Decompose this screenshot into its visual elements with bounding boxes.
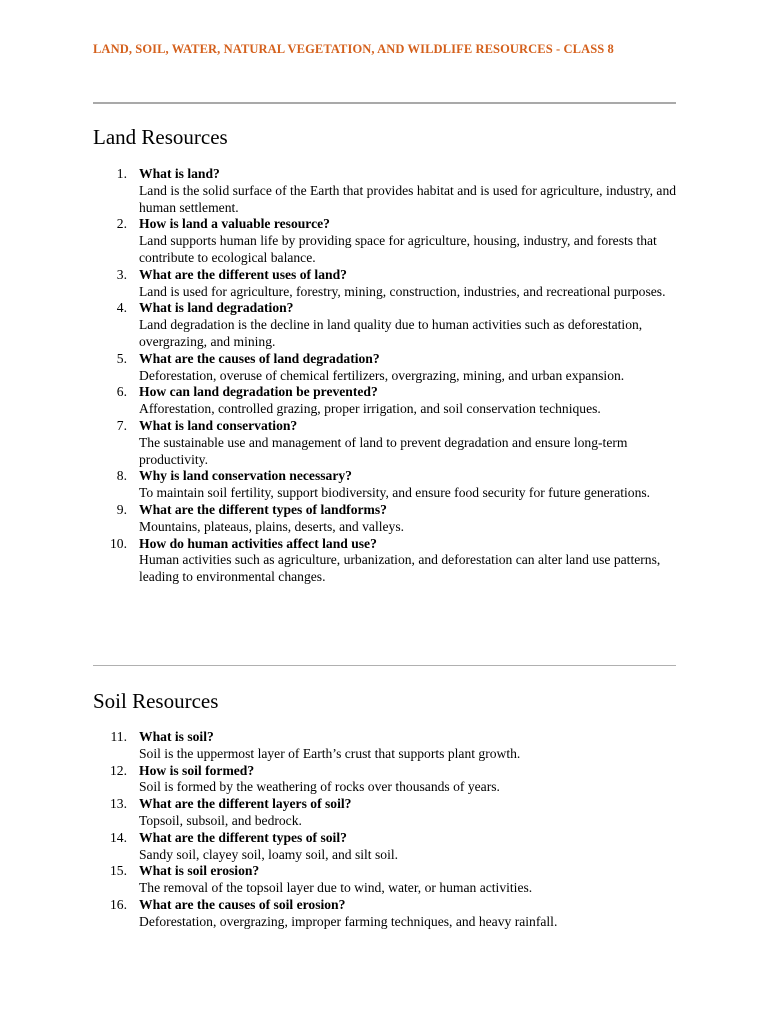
document-header: LAND, SOIL, WATER, NATURAL VEGETATION, AND WILDLIFE RESOURCES - CLASS 8 <box>93 42 614 56</box>
qa-item <box>108 216 678 266</box>
qa-answer: Deforestation, overgrazing, improper farming techniques, and heavy rainfall. <box>139 913 558 929</box>
qa-answer: Topsoil, subsoil, and bedrock. <box>139 812 302 828</box>
qa-number: 5. <box>116 350 127 366</box>
qa-answer: Deforestation, overuse of chemical fertilizers, overgrazing, mining, and urban expansion. <box>139 367 625 383</box>
qa-question: What are the different types of landforms? <box>139 501 387 517</box>
qa-question: What are the causes of land degradation? <box>139 350 380 366</box>
qa-answer: Mountains, plateaus, plains, deserts, and valleys. <box>139 518 405 534</box>
qa-question: What is land degradation? <box>139 300 294 316</box>
top-divider <box>93 102 676 104</box>
qa-item <box>108 468 678 502</box>
qa-question: How can land degradation be prevented? <box>139 384 378 400</box>
qa-answer: Soil is the uppermost layer of Earth’s crust that supports plant growth. <box>139 745 521 761</box>
qa-item <box>108 502 678 536</box>
qa-question: What is land? <box>139 166 220 181</box>
qa-question: What are the different layers of soil? <box>139 796 352 812</box>
qa-item <box>108 897 678 931</box>
qa-item <box>108 729 678 763</box>
qa-number: 15. <box>110 863 127 879</box>
qa-number: 10. <box>110 535 127 551</box>
qa-number: 3. <box>116 266 127 282</box>
qa-number: 1. <box>116 166 127 181</box>
qa-item <box>108 418 678 468</box>
qa-number: 4. <box>116 300 127 316</box>
qa-item <box>108 351 678 385</box>
section-title-land: Land Resources <box>93 125 228 149</box>
section-title-soil: Soil Resources <box>93 689 219 713</box>
qa-item <box>108 763 678 797</box>
qa-number: 8. <box>116 468 127 484</box>
qa-answer: Soil is formed by the weathering of rocks over thousands of years. <box>139 779 500 795</box>
qa-answer: Afforestation, controlled grazing, proper irrigation, and soil conservation techniques. <box>139 401 601 417</box>
qa-answer: Sandy soil, clayey soil, loamy soil, and silt soil. <box>139 846 399 862</box>
qa-item <box>108 300 678 350</box>
qa-item <box>108 830 678 864</box>
qa-item <box>108 267 678 301</box>
qa-number: 7. <box>116 417 127 433</box>
qa-number: 14. <box>110 829 127 845</box>
qa-answer: Land is the solid surface of the Earth that provides habitat and is used for agriculture, industry, and human settlement. <box>139 182 677 215</box>
qa-question: Why is land conservation necessary? <box>139 468 352 484</box>
qa-number: 12. <box>110 762 127 778</box>
qa-answer: The removal of the topsoil layer due to wind, water, or human activities. <box>139 880 533 896</box>
qa-answer: Human activities such as agriculture, urbanization, and deforestation can alter land use patterns, leading to environmental changes. <box>139 552 661 585</box>
qa-number: 13. <box>110 796 127 812</box>
qa-question: What is soil erosion? <box>139 863 260 879</box>
qa-item <box>108 863 678 897</box>
qa-number: 11. <box>110 729 127 744</box>
section-divider <box>93 665 676 666</box>
qa-number: 6. <box>116 384 127 400</box>
land-qa-list <box>108 166 678 586</box>
qa-answer: Land supports human life by providing space for agriculture, housing, industry, and forests that contribute to ecological balance. <box>139 233 657 265</box>
qa-question: What is land conservation? <box>139 417 298 433</box>
qa-number: 9. <box>116 501 127 517</box>
qa-item <box>108 796 678 830</box>
soil-qa-list <box>108 729 678 931</box>
qa-item <box>108 166 678 216</box>
qa-question: What are the different uses of land? <box>139 266 347 282</box>
qa-number: 2. <box>116 216 127 232</box>
qa-answer: Land degradation is the decline in land quality due to human activities such as deforestation, overgrazing, and mining. <box>139 317 643 349</box>
qa-question: How do human activities affect land use? <box>139 535 377 551</box>
qa-item <box>108 384 678 418</box>
qa-question: What is soil? <box>139 729 214 744</box>
qa-item <box>108 536 678 586</box>
qa-question: How is soil formed? <box>139 762 255 778</box>
qa-answer: The sustainable use and management of land to prevent degradation and ensure long-term productivity. <box>139 434 628 467</box>
qa-question: How is land a valuable resource? <box>139 216 330 232</box>
qa-answer: Land is used for agriculture, forestry, mining, construction, industries, and recreational purposes. <box>139 283 666 299</box>
qa-number: 16. <box>110 896 127 912</box>
qa-question: What are the different types of soil? <box>139 829 347 845</box>
qa-question: What are the causes of soil erosion? <box>139 896 346 912</box>
qa-answer: To maintain soil fertility, support biodiversity, and ensure food security for future generations. <box>139 485 651 501</box>
